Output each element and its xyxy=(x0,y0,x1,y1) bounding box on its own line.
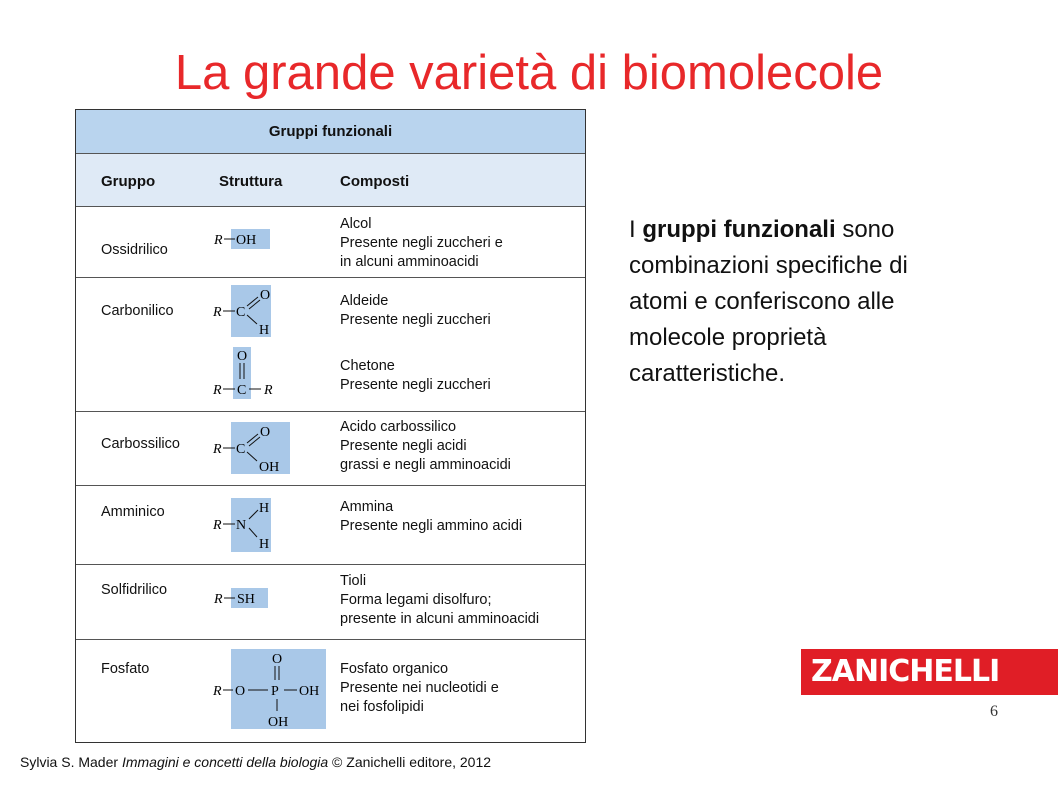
header-structure: Struttura xyxy=(219,173,283,190)
svg-text:R: R xyxy=(264,383,273,398)
page-number: 6 xyxy=(990,703,998,720)
svg-text:N: N xyxy=(236,518,247,533)
side-bold-term: gruppi funzionali xyxy=(642,216,836,243)
table-row-ossidrilico xyxy=(76,207,585,278)
header-group: Gruppo xyxy=(101,173,156,190)
compounds-cell-ketone: Chetone Presente negli zuccheri xyxy=(340,358,491,393)
svg-text:SH: SH xyxy=(237,592,255,607)
table-row-fosfato xyxy=(76,640,585,744)
svg-text:C: C xyxy=(236,305,246,320)
structure-hydroxyl xyxy=(211,227,281,251)
svg-text:R: R xyxy=(213,383,222,398)
group-name: Solfidrilico xyxy=(101,582,168,598)
header-compounds: Composti xyxy=(340,173,410,190)
svg-text:R: R xyxy=(213,518,222,533)
svg-text:O: O xyxy=(260,425,271,440)
compounds-cell: Aldeide Presente negli zuccheri xyxy=(340,293,491,328)
compounds-cell: Fosfato organico Presente nei nucleotidi e nei fosfolipidi xyxy=(340,661,499,715)
group-name: Carbonilico xyxy=(101,303,174,319)
table-caption: Gruppi funzionali xyxy=(76,110,585,154)
structure-amino xyxy=(211,498,291,552)
compounds-cell: Alcol Presente negli zuccheri e in alcuni amminoacidi xyxy=(340,216,503,270)
structure-carboxyl xyxy=(211,422,296,474)
structure-ketone xyxy=(211,347,291,399)
table-row-solfidrilico xyxy=(76,565,585,640)
credit-line: Sylvia S. Mader Immagini e concetti della biologia © Zanichelli editore, 2012 xyxy=(20,754,492,770)
svg-text:H: H xyxy=(259,537,270,552)
structure-sulfhydryl xyxy=(211,586,281,610)
table-row-amminico xyxy=(76,486,585,565)
group-name: Amminico xyxy=(101,504,165,520)
group-name: Ossidrilico xyxy=(101,242,168,258)
table-row-carbossilico xyxy=(76,412,585,486)
structure-aldehyde xyxy=(211,285,291,337)
svg-text:R: R xyxy=(213,305,222,320)
svg-text:O: O xyxy=(237,349,248,364)
structure-phosphate xyxy=(211,649,331,729)
svg-text:P: P xyxy=(271,684,279,699)
svg-text:C: C xyxy=(236,442,246,457)
svg-text:R: R xyxy=(214,592,223,607)
svg-text:R: R xyxy=(213,442,222,457)
table-row-carbonilico xyxy=(76,278,585,412)
svg-text:H: H xyxy=(259,323,270,337)
svg-text:OH: OH xyxy=(259,460,280,474)
slide-title: La grande varietà di biomolecole xyxy=(174,46,884,100)
compounds-cell: Acido carbossilico Presente negli acidi grassi e negli amminoacidi xyxy=(340,419,511,473)
compounds-cell: Tioli Forma legami disolfuro; presente in alcuni amminoacidi xyxy=(340,573,540,627)
svg-text:OH: OH xyxy=(236,233,257,248)
compounds-cell: Ammina Presente negli ammino acidi xyxy=(340,499,523,534)
side-description: I gruppi funzionali sono combinazioni specifiche di atomi e conferiscono alle molecole proprietà caratteristiche. xyxy=(629,216,908,387)
group-name: Carbossilico xyxy=(101,436,180,452)
group-name: Fosfato xyxy=(101,661,150,677)
zanichelli-logo: ZANICHELLI xyxy=(801,649,1058,695)
svg-text:R: R xyxy=(214,233,223,248)
svg-text:H: H xyxy=(259,501,270,516)
functional-groups-table xyxy=(75,109,586,743)
table-header-row xyxy=(76,154,585,207)
svg-text:R: R xyxy=(213,684,222,699)
svg-text:OH: OH xyxy=(268,715,289,729)
svg-text:O: O xyxy=(235,684,246,699)
svg-text:O: O xyxy=(260,288,271,303)
svg-text:C: C xyxy=(237,383,247,398)
svg-text:OH: OH xyxy=(299,684,320,699)
svg-text:O: O xyxy=(272,652,283,667)
